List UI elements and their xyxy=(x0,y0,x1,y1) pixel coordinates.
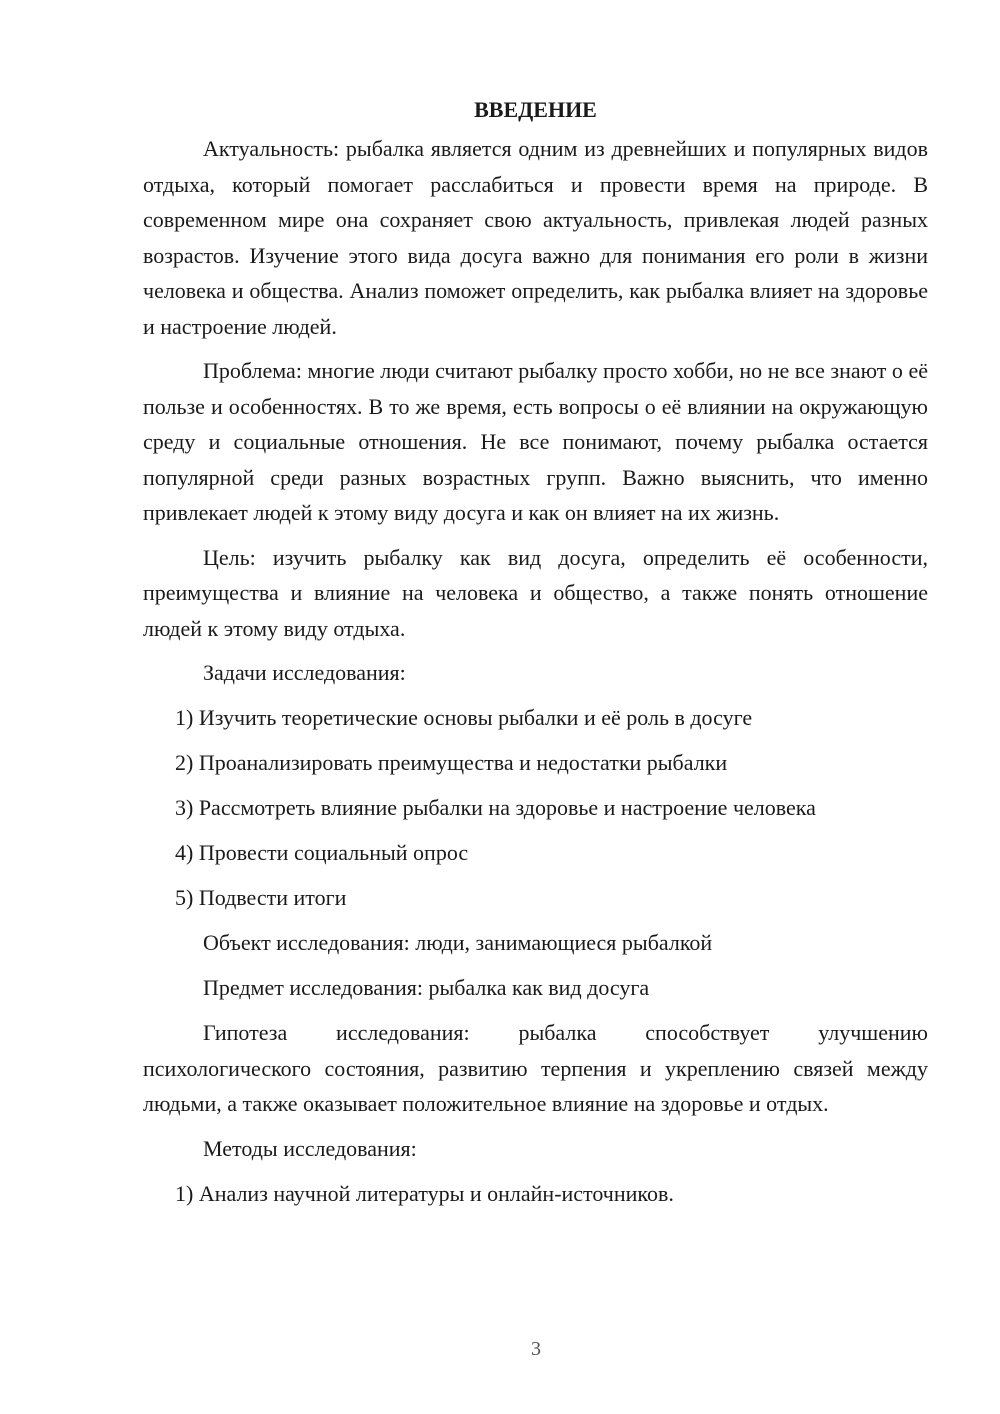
task-item-3: 3) Рассмотреть влияние рыбалки на здоровье и настроение человека xyxy=(175,795,816,820)
document-page xyxy=(143,92,928,1221)
task-item-5: 5) Подвести итоги xyxy=(175,885,347,910)
task-item-1: 1) Изучить теоретические основы рыбалки и её роль в досуге xyxy=(175,705,753,730)
page-title: ВВЕДЕНИЕ xyxy=(474,97,597,122)
task-item-4: 4) Провести социальный опрос xyxy=(175,840,469,865)
problem-paragraph: Проблема: многие люди считают рыбалку просто хобби, но не все знают о её пользе и особенностях. В то же время, есть вопросы о её влиянии на окружающую среду и социальные отношения. Не все понимают, почему рыбалка остается популярной среди разных возрастных групп. Важно выяснить, что именно привлекает людей к этому виду досуга и как он влияет на их жизнь. xyxy=(143,358,928,525)
hypothesis-paragraph: Гипотеза исследования: рыбалка способствует улучшению психологического состояния, развитию терпения и укреплению связей между людьми, а также оказывает положительное влияние на здоровье и отдых. xyxy=(143,1020,928,1116)
method-item-1: 1) Анализ научной литературы и онлайн-источников. xyxy=(175,1180,674,1206)
research-object: Объект исследования: люди, занимающиеся рыбалкой xyxy=(203,930,713,955)
relevance-paragraph: Актуальность: рыбалка является одним из древнейших и популярных видов отдыха, который помогает расслабиться и провести время на природе. В современном мире она сохраняет свою актуальность, привлекая людей разных возрастов. Изучение этого вида досуга важно для понимания его роли в жизни человека и общества. Анализ поможет определить, как рыбалка влияет на здоровье и настроение людей. xyxy=(143,136,928,339)
research-subject: Предмет исследования: рыбалка как вид досуга xyxy=(203,975,650,1000)
methods-heading: Методы исследования: xyxy=(203,1135,417,1161)
page-number: 3 xyxy=(531,1338,541,1360)
task-item-2: 2) Проанализировать преимущества и недостатки рыбалки xyxy=(175,750,728,775)
tasks-heading: Задачи исследования: xyxy=(203,660,406,685)
goal-paragraph: Цель: изучить рыбалку как вид досуга, определить её особенности, преимущества и влияние на человека и общество, а также понять отношение людей к этому виду отдыха. xyxy=(143,544,928,641)
